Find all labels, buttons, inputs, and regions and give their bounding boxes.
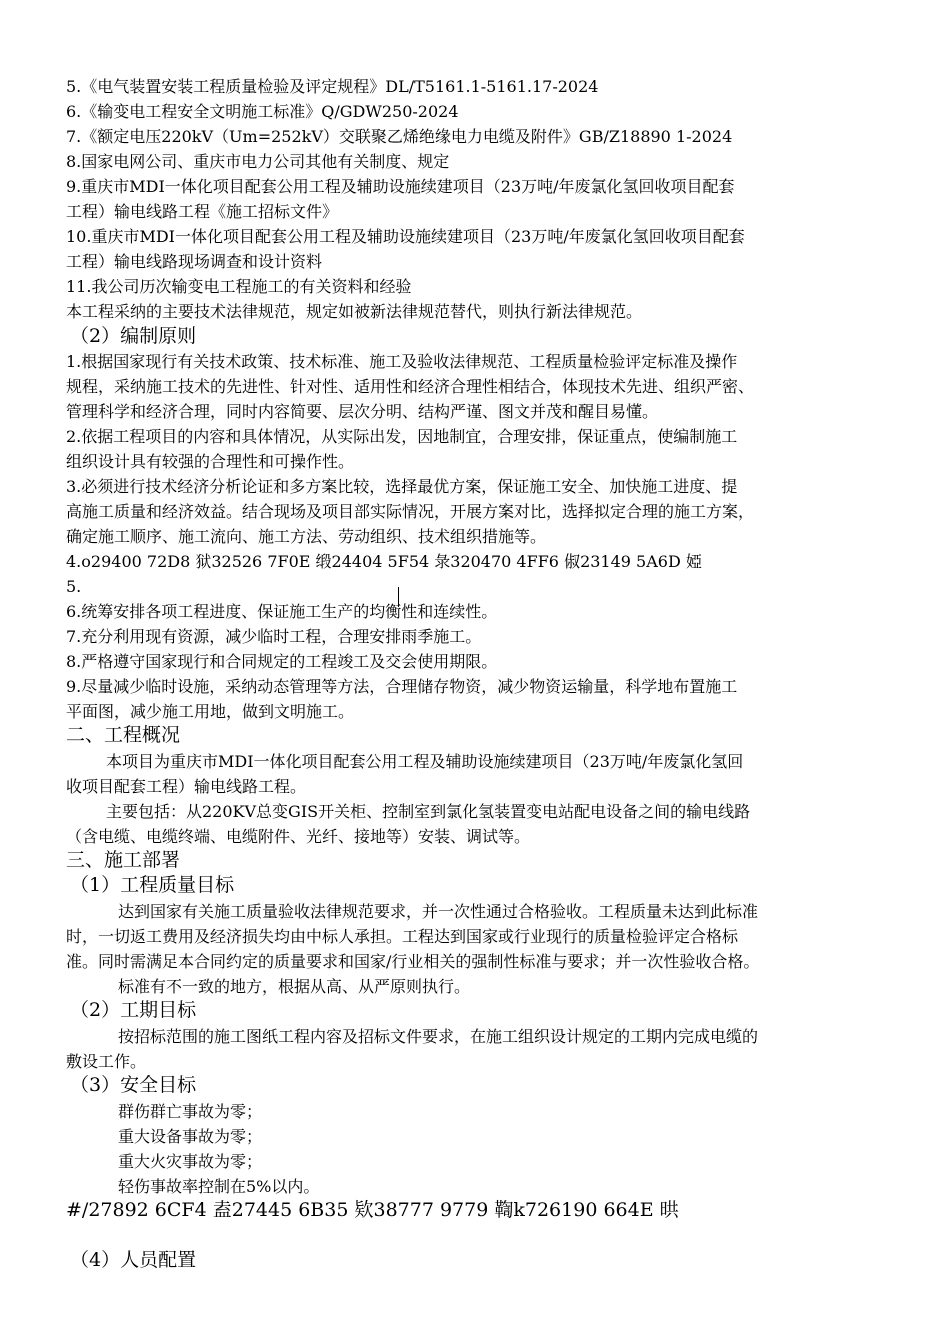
text-line: 10.重庆市MDI一体化项目配套公用工程及辅助设施续建项目（23万吨/年废氯化氢回收项目配套 [66, 227, 745, 246]
text-line: 4.o29400 72D8 狱32526 7F0E 缎24404 5F54 彔320470 4FF6 俶23149 5A6D 婭 [66, 552, 702, 571]
text-line: 6.统筹安排各项工程进度、保证施工生产的均衡性和连续性。 [66, 602, 498, 621]
text-line: 工程）输电线路工程《施工招标文件》 [66, 202, 339, 221]
section-subheading: （2）编制原则 [70, 325, 197, 347]
text-line: 准。同时需满足本合同约定的质量要求和国家/行业相关的强制性标准与要求；并一次性验收合格。 [66, 952, 760, 971]
text-line: 群伤群亡事故为零； [118, 1102, 263, 1121]
text-line: 按招标范围的施工图纸工程内容及招标文件要求，在施工组织设计规定的工期内完成电缆的 [118, 1027, 759, 1046]
text-line: 8.严格遵守国家现行和合同规定的工程竣工及交会使用期限。 [66, 652, 498, 671]
text-line: 主要包括：从220KV总变GIS开关柜、控制室到氯化氢装置变电站配电设备之间的输电线路 [106, 802, 751, 821]
text-line: （含电缆、电缆终端、电缆附件、光纤、接地等）安装、调试等。 [66, 827, 531, 846]
section-heading: 三、施工部署 [66, 849, 181, 871]
text-line: 8.国家电网公司、重庆市电力公司其他有关制度、规定 [66, 152, 450, 171]
text-line: 收项目配套工程）输电线路工程。 [66, 777, 307, 796]
section-subheading: （4）人员配置 [70, 1249, 197, 1271]
text-line: 高施工质量和经济效益。结合现场及项目部实际情况，开展方案对比，选择拟定合理的施工方案， [66, 502, 755, 521]
text-line: 本项目为重庆市MDI一体化项目配套公用工程及辅助设施续建项目（23万吨/年废氯化氢回 [106, 752, 744, 771]
text-line: 工程）输电线路现场调查和设计资料 [66, 252, 323, 271]
text-line: 管理科学和经济合理，同时内容简要、层次分明、结构严谨、图文并茂和醒目易懂。 [66, 402, 659, 421]
text-line: 重大火灾事故为零； [118, 1152, 263, 1171]
text-line: 确定施工顺序、施工流向、施工方法、劳动组织、技术组织措施等。 [66, 527, 547, 546]
text-line: 11.我公司历次输变电工程施工的有关资料和经验 [66, 277, 412, 296]
text-line: 本工程采纳的主要技术法律规范，规定如被新法律规范替代，则执行新法律规范。 [66, 302, 643, 321]
text-line: 组织设计具有较强的合理性和可操作性。 [66, 452, 355, 471]
text-line: 1.根据国家现行有关技术政策、技术标准、施工及验收法律规范、工程质量检验评定标准及操作 [66, 352, 738, 371]
section-subheading: （2）工期目标 [70, 999, 197, 1021]
text-line: 2.依据工程项目的内容和具体情况，从实际出发，因地制宜，合理安排，保证重点，使编制施工 [66, 427, 738, 446]
text-line: 9.尽量减少临时设施，采纳动态管理等方法，合理储存物资，减少物资运输量，科学地布置施工 [66, 677, 738, 696]
text-line: 3.必须进行技术经济分析论证和多方案比较，选择最优方案，保证施工安全、加快施工进度、提 [66, 477, 738, 496]
text-line: 5.《电气装置安装工程质量检验及评定规程》DL/T5161.1-5161.17-2024 [66, 77, 599, 96]
text-line: 7.充分利用现有资源，减少临时工程，合理安排雨季施工。 [66, 627, 482, 646]
text-line: 标准有不一致的地方，根据从高、从严原则执行。 [118, 977, 471, 996]
text-line: 规程，采纳施工技术的先进性、针对性、适用性和经济合理性相结合，体现技术先进、组织严密、 [66, 377, 755, 396]
section-subheading: （1）工程质量目标 [70, 874, 235, 896]
section-heading: 二、工程概况 [66, 724, 181, 746]
section-subheading: （3）安全目标 [70, 1074, 197, 1096]
text-line: 9.重庆市MDI一体化项目配套公用工程及辅助设施续建项目（23万吨/年废氯化氢回收项目配套 [66, 177, 735, 196]
text-line: 重大设备事故为零； [118, 1127, 263, 1146]
text-line: 6.《输变电工程安全文明施工标准》Q/GDW250-2024 [66, 102, 459, 121]
text-line: #/27892 6CF4 盍27445 6B35 欵38777 9779 鞫k726190 664E 晎 [66, 1199, 679, 1221]
text-line: 5. [66, 577, 82, 596]
text-line: 7.《额定电压220kV（Um=252kV）交联聚乙烯绝缘电力电缆及附件》GB/Z18890 1-2024 [66, 127, 733, 146]
text-line: 平面图，减少施工用地，做到文明施工。 [66, 702, 355, 721]
text-line: 敷设工作。 [66, 1052, 147, 1071]
text-line: 达到国家有关施工质量验收法律规范要求，并一次性通过合格验收。工程质量未达到此标准 [118, 902, 759, 921]
text-line: 时，一切返工费用及经济损失均由中标人承担。工程达到国家或行业现行的质量检验评定合格标 [66, 927, 739, 946]
text-line: 轻伤事故率控制在5%以内。 [118, 1177, 320, 1196]
